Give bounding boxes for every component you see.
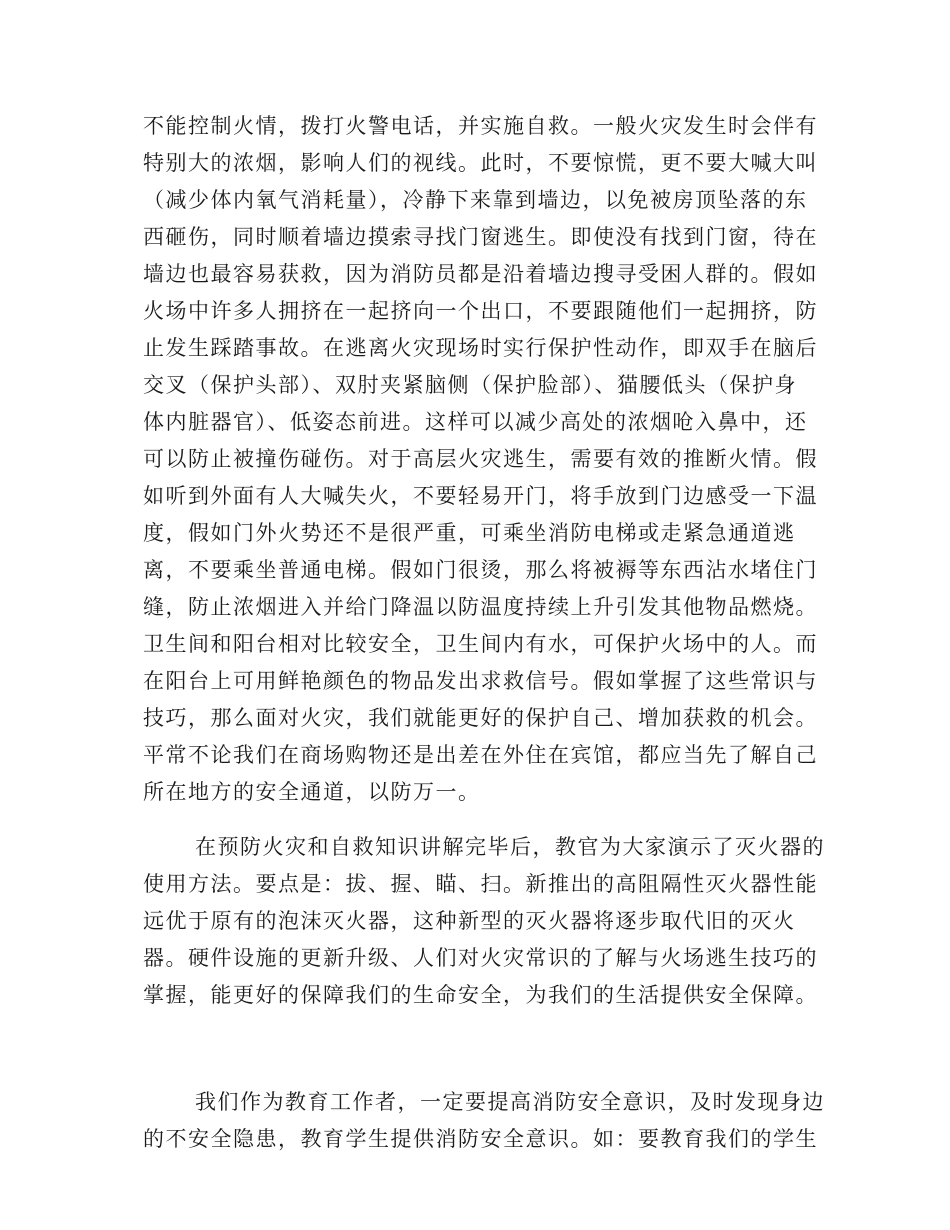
text-line: 止发生踩踏事故。在逃离火灾现场时实行保护性动作，即双手在脑后 [143,336,818,360]
text-line: 西砸伤，同时顺着墙边摸索寻找门窗逃生。即使没有找到门窗，待在 [143,225,818,249]
paragraph-fire-escape-tips [143,108,818,811]
text-line: 在预防火灾和自救知识讲解完毕后，教官为大家演示了灭火器的 [195,835,825,859]
text-line: 火场中许多人拥挤在一起挤向一个出口，不要跟随他们一起拥挤，防 [143,299,818,323]
text-line: 卫生间和阳台相对比较安全，卫生间内有水，可保护火场中的人。而 [143,632,818,656]
text-line: 技巧，那么面对火灾，我们就能更好的保护自己、增加获救的机会。 [143,706,818,730]
paragraph-extinguisher-demo [143,829,825,1014]
text-line: 离，不要乘坐普通电梯。假如门很烫，那么将被褥等东西沾水堵住门 [143,558,818,582]
text-line: 可以防止被撞伤碰伤。对于高层火灾逃生，需要有效的推断火情。假 [143,447,818,471]
text-line: 交叉（保护头部）、双肘夹紧脑侧（保护脸部）、猫腰低头（保护身 [143,373,797,397]
text-line: 平常不论我们在商场购物还是出差在外住在宾馆，都应当先了解自己 [143,743,818,767]
text-line: 在阳台上可用鲜艳颜色的物品发出求救信号。假如掌握了这些常识与 [143,669,818,693]
text-line: 如听到外面有人大喊失火，不要轻易开门，将手放到门边感受一下温 [143,484,818,508]
text-line: 不能控制火情，拨打火警电话，并实施自救。一般火灾发生时会伴有 [143,114,818,138]
text-line: 缝，防止浓烟进入并给门降温以防温度持续上升引发其他物品燃烧。 [143,595,818,619]
text-line: 我们作为教育工作者，一定要提高消防安全意识，及时发现身边 [195,1090,825,1114]
text-line: 远优于原有的泡沫灭火器，这种新型的灭火器将逐步取代旧的灭火 [143,909,796,933]
text-line: 器。硬件设施的更新升级、人们对火灾常识的了解与火场逃生技巧的 [143,946,818,970]
text-line: 特别大的浓烟，影响人们的视线。此时，不要惊慌，更不要大喊大叫 [143,151,818,175]
text-line: 使用方法。要点是：拔、握、瞄、扫。新推出的高阻隔性灭火器性能 [143,872,818,896]
text-line: 度，假如门外火势还不是很严重，可乘坐消防电梯或走紧急通道逃 [143,521,796,545]
text-line: 的不安全隐患，教育学生提供消防安全意识。如：要教育我们的学生 [143,1127,818,1151]
text-line: 掌握，能更好的保障我们的生命安全，为我们的生活提供安全保障。 [143,983,818,1007]
text-line: （减少体内氧气消耗量），冷静下来靠到墙边，以免被房顶坠落的东 [143,188,808,212]
paragraph-educator-role [143,1084,825,1158]
text-line: 所在地方的安全通道，以防万一。 [143,780,481,804]
text-line: 体内脏器官）、低姿态前进。这样可以减少高处的浓烟呛入鼻中，还 [143,410,808,434]
text-line: 墙边也最容易获救，因为消防员都是沿着墙边搜寻受困人群的。假如 [143,262,818,286]
